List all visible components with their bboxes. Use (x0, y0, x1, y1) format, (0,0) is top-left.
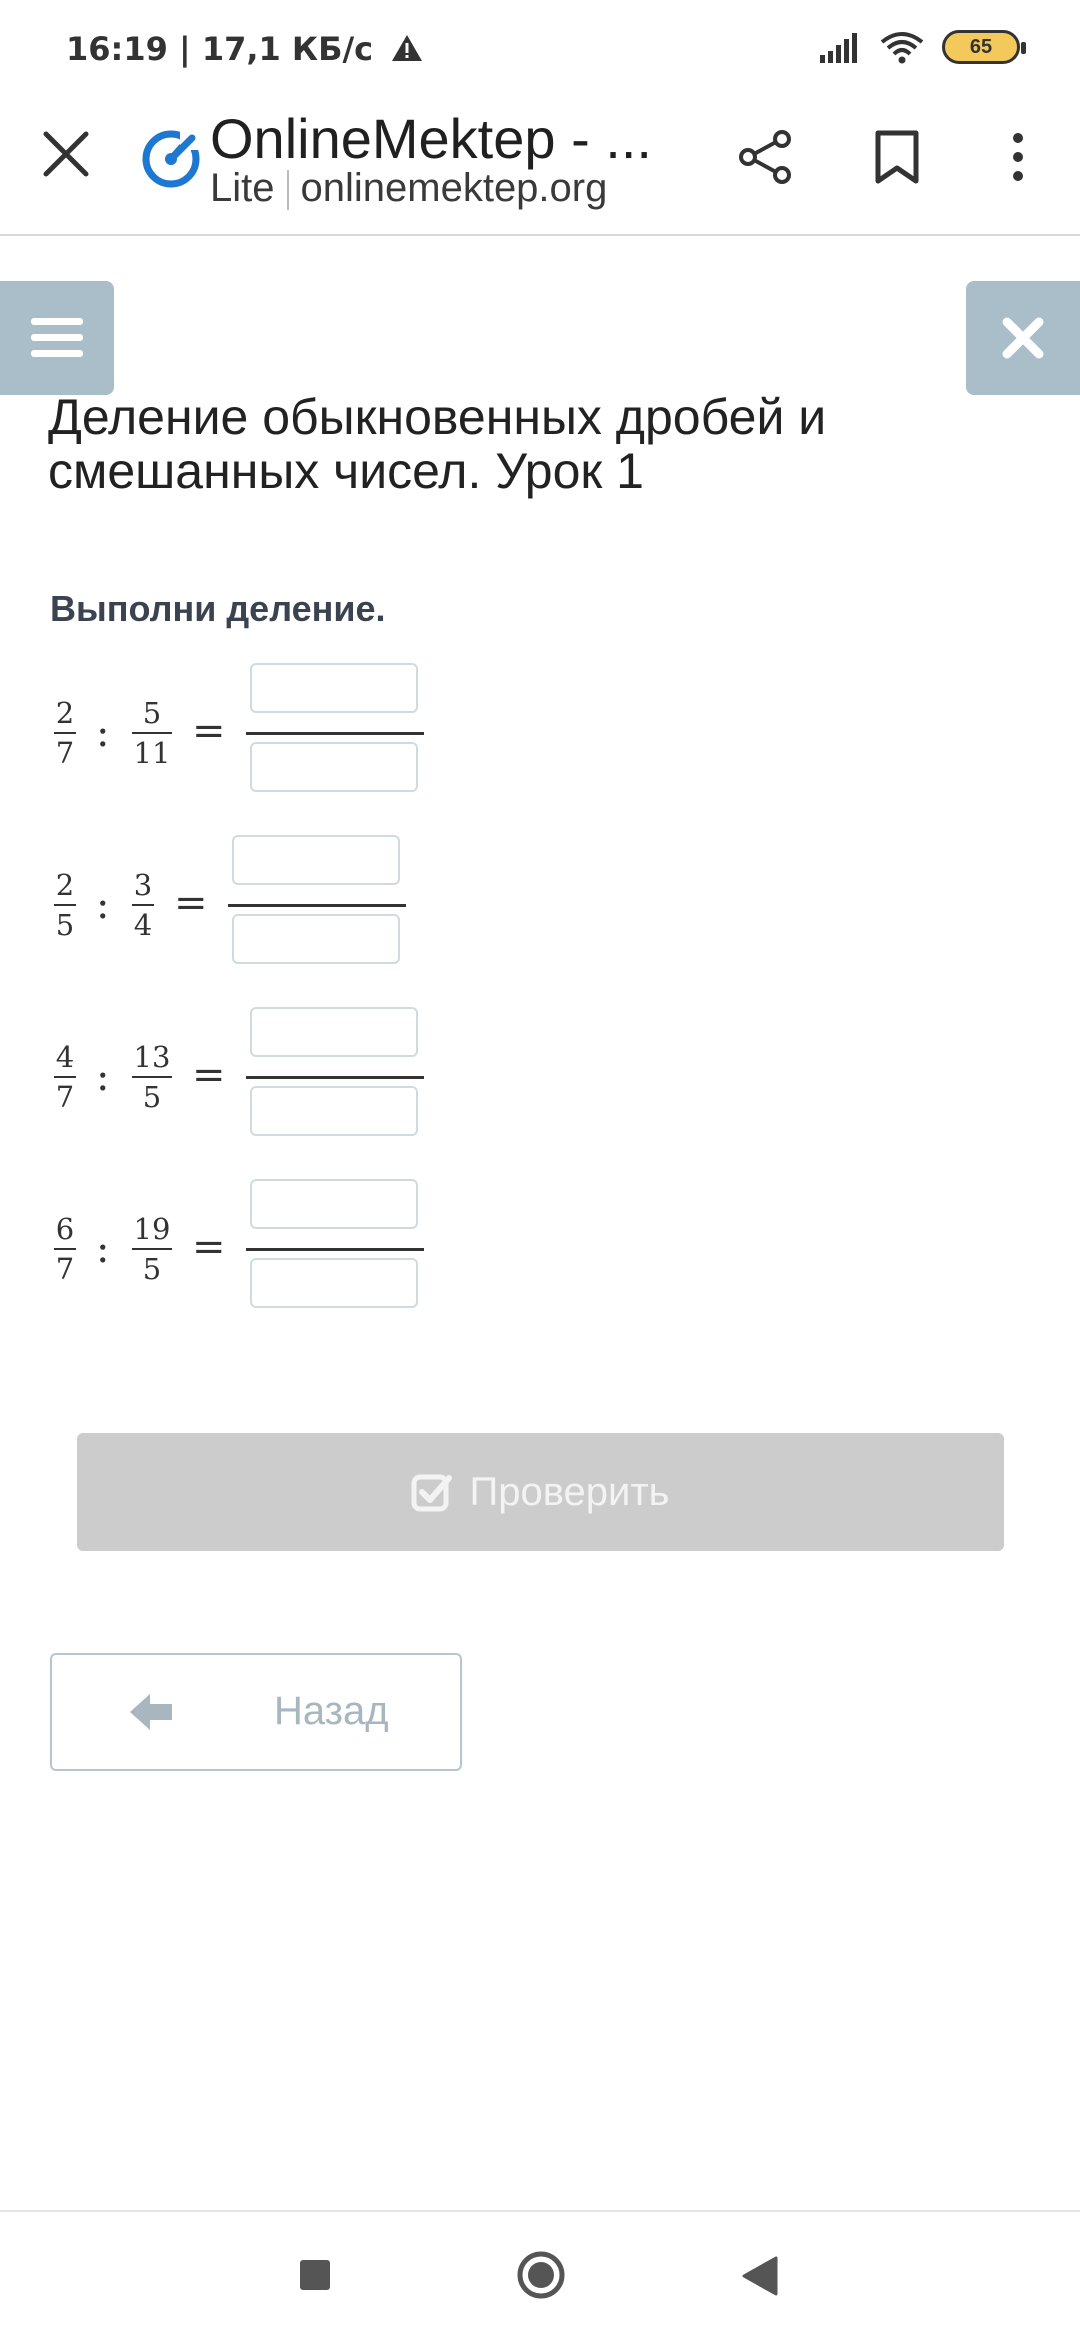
denominator: 7 (55, 1080, 75, 1114)
signal-icon (820, 31, 862, 63)
numerator: 3 (133, 868, 153, 902)
battery-icon (942, 30, 1020, 64)
denominator: 7 (55, 1252, 75, 1286)
denominator: 5 (142, 1252, 162, 1286)
back-triangle-icon[interactable] (740, 2254, 780, 2298)
battery-level: 65 (969, 35, 993, 58)
network-speed: 17,1 КБ/с (201, 30, 374, 68)
exercise-1 (50, 660, 650, 800)
equals-sign: = (192, 1052, 226, 1098)
equals-sign: = (192, 708, 226, 754)
back-button-label: Назад (274, 1689, 389, 1733)
numerator: 2 (55, 696, 75, 730)
task-instruction: Выполни деление. (50, 588, 386, 629)
divisor-fraction (132, 868, 154, 942)
menu-button[interactable] (0, 281, 114, 395)
division-sign: : (96, 882, 110, 928)
close-lesson-button[interactable] (966, 281, 1080, 395)
site-address[interactable] (210, 166, 607, 211)
browser-toolbar (0, 100, 1080, 236)
page-title: Деление обыкновенных дробей и смешанных чисел. Урок 1 (48, 389, 827, 499)
url-text: onlinemektep.org (300, 166, 608, 210)
numerator: 19 (133, 1212, 171, 1246)
home-button-icon[interactable] (515, 2249, 567, 2301)
back-button[interactable] (50, 1653, 462, 1771)
checkbox-check-icon (411, 1472, 453, 1512)
dividend-fraction (54, 1212, 76, 1286)
equals-sign: = (192, 1224, 226, 1270)
site-logo-icon (140, 128, 202, 190)
numerator: 5 (142, 696, 162, 730)
arrow-left-icon (128, 1689, 174, 1735)
lite-label: Lite (210, 166, 275, 210)
hamburger-icon (29, 314, 85, 362)
dividend-fraction (54, 1040, 76, 1114)
share-icon[interactable] (736, 128, 794, 186)
denominator: 11 (133, 736, 171, 770)
denominator: 5 (142, 1080, 162, 1114)
check-button[interactable] (77, 1433, 1004, 1551)
exercise-2 (50, 832, 650, 972)
status-bar (0, 0, 1080, 100)
answer-fraction-bar (246, 732, 424, 735)
numerator: 2 (55, 868, 75, 902)
division-sign: : (96, 1054, 110, 1100)
bookmark-icon[interactable] (874, 130, 920, 184)
equals-sign: = (174, 880, 208, 926)
divisor-fraction (132, 696, 172, 770)
recent-apps-button[interactable] (300, 2260, 330, 2290)
exercise-3 (50, 1004, 650, 1144)
close-icon[interactable] (40, 128, 92, 180)
warning-icon (390, 33, 424, 63)
answer-denominator-input[interactable] (232, 914, 400, 964)
divisor-fraction (132, 1040, 172, 1114)
answer-numerator-input[interactable] (250, 1179, 418, 1229)
answer-fraction-bar (246, 1076, 424, 1079)
exercise-4 (50, 1176, 650, 1316)
answer-numerator-input[interactable] (232, 835, 400, 885)
numerator: 13 (133, 1040, 171, 1074)
answer-denominator-input[interactable] (250, 1086, 418, 1136)
clock: 16:19 (66, 30, 168, 68)
nav-divider (0, 2210, 1080, 2212)
wifi-icon (880, 30, 924, 64)
answer-numerator-input[interactable] (250, 1007, 418, 1057)
check-button-label: Проверить (469, 1469, 670, 1514)
numerator: 6 (55, 1212, 75, 1246)
denominator: 4 (133, 908, 153, 942)
denominator: 7 (55, 736, 75, 770)
answer-fraction-bar (228, 904, 406, 907)
numerator: 4 (55, 1040, 75, 1074)
division-sign: : (96, 710, 110, 756)
answer-numerator-input[interactable] (250, 663, 418, 713)
dividend-fraction (54, 868, 76, 942)
page-tab-title: OnlineMektep - ... (210, 107, 652, 170)
denominator: 5 (55, 908, 75, 942)
status-time: 16:19 | 17,1 КБ/с (66, 30, 424, 68)
answer-denominator-input[interactable] (250, 1258, 418, 1308)
close-icon (1001, 316, 1045, 360)
more-options-icon[interactable] (1000, 130, 1036, 184)
division-sign: : (96, 1226, 110, 1272)
answer-fraction-bar (246, 1248, 424, 1251)
answer-denominator-input[interactable] (250, 742, 418, 792)
divisor-fraction (132, 1212, 172, 1286)
dividend-fraction (54, 696, 76, 770)
